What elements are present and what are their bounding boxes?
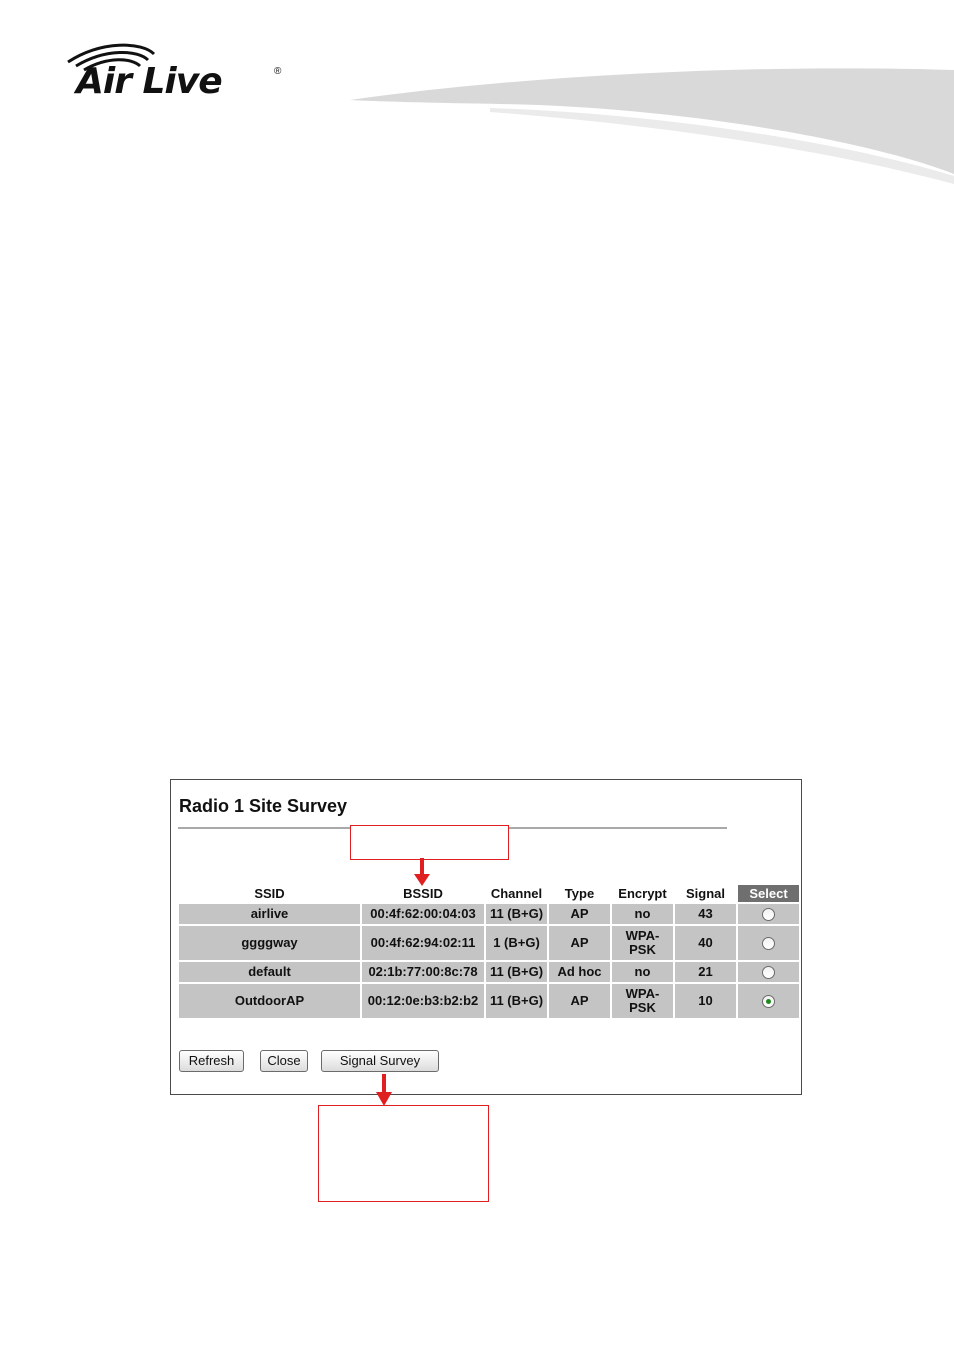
table-row xyxy=(179,926,799,960)
airlive-logo xyxy=(62,40,292,110)
column-header-type: Type xyxy=(549,885,610,902)
page-title: Radio 1 Site Survey xyxy=(179,796,348,816)
cell-bssid: 02:1b:77:00:8c:78 xyxy=(362,962,484,982)
cell-ssid: ggggway xyxy=(179,926,360,960)
cell-encrypt: no xyxy=(612,904,673,924)
cell-select xyxy=(738,962,799,982)
column-header-ssid: SSID xyxy=(179,885,360,902)
cell-ssid: OutdoorAP xyxy=(179,984,360,1018)
table-row xyxy=(179,904,799,924)
table-row xyxy=(179,984,799,1018)
select-radio[interactable] xyxy=(762,966,775,979)
cell-bssid: 00:4f:62:00:04:03 xyxy=(362,904,484,924)
column-header-signal: Signal xyxy=(675,885,736,902)
cell-select xyxy=(738,904,799,924)
registered-mark: ® xyxy=(274,66,282,77)
signal-survey-button[interactable]: Signal Survey xyxy=(321,1050,439,1072)
signal-survey-callout-box xyxy=(318,1105,489,1202)
cell-channel: 1 (B+G) xyxy=(486,926,547,960)
signal-survey-callout-arrow-icon xyxy=(376,1074,392,1106)
cell-signal: 43 xyxy=(675,904,736,924)
cell-type: Ad hoc xyxy=(549,962,610,982)
cell-type: AP xyxy=(549,984,610,1018)
logo-wordmark: Air Live xyxy=(76,61,222,102)
table-row xyxy=(179,962,799,982)
cell-channel: 11 (B+G) xyxy=(486,904,547,924)
close-button[interactable]: Close xyxy=(260,1050,308,1072)
table-header-row xyxy=(179,885,799,902)
bssid-callout-arrow-icon xyxy=(414,858,430,886)
cell-type: AP xyxy=(549,904,610,924)
column-header-channel: Channel xyxy=(486,885,547,902)
column-header-select: Select xyxy=(738,885,799,902)
cell-encrypt: WPA-PSK xyxy=(612,926,673,960)
cell-encrypt: WPA-PSK xyxy=(612,984,673,1018)
header-swoosh-decoration xyxy=(350,64,954,184)
select-radio[interactable] xyxy=(762,995,775,1008)
select-radio[interactable] xyxy=(762,908,775,921)
cell-type: AP xyxy=(549,926,610,960)
cell-channel: 11 (B+G) xyxy=(486,962,547,982)
column-header-encrypt: Encrypt xyxy=(612,885,673,902)
cell-ssid: default xyxy=(179,962,360,982)
refresh-button[interactable]: Refresh xyxy=(179,1050,244,1072)
cell-select xyxy=(738,926,799,960)
cell-encrypt: no xyxy=(612,962,673,982)
column-header-bssid: BSSID xyxy=(362,885,484,902)
cell-signal: 40 xyxy=(675,926,736,960)
select-radio[interactable] xyxy=(762,937,775,950)
cell-signal: 10 xyxy=(675,984,736,1018)
cell-bssid: 00:4f:62:94:02:11 xyxy=(362,926,484,960)
bssid-callout-box xyxy=(350,825,509,860)
site-survey-table xyxy=(177,883,801,1020)
cell-bssid: 00:12:0e:b3:b2:b2 xyxy=(362,984,484,1018)
cell-channel: 11 (B+G) xyxy=(486,984,547,1018)
cell-signal: 21 xyxy=(675,962,736,982)
cell-ssid: airlive xyxy=(179,904,360,924)
cell-select xyxy=(738,984,799,1018)
